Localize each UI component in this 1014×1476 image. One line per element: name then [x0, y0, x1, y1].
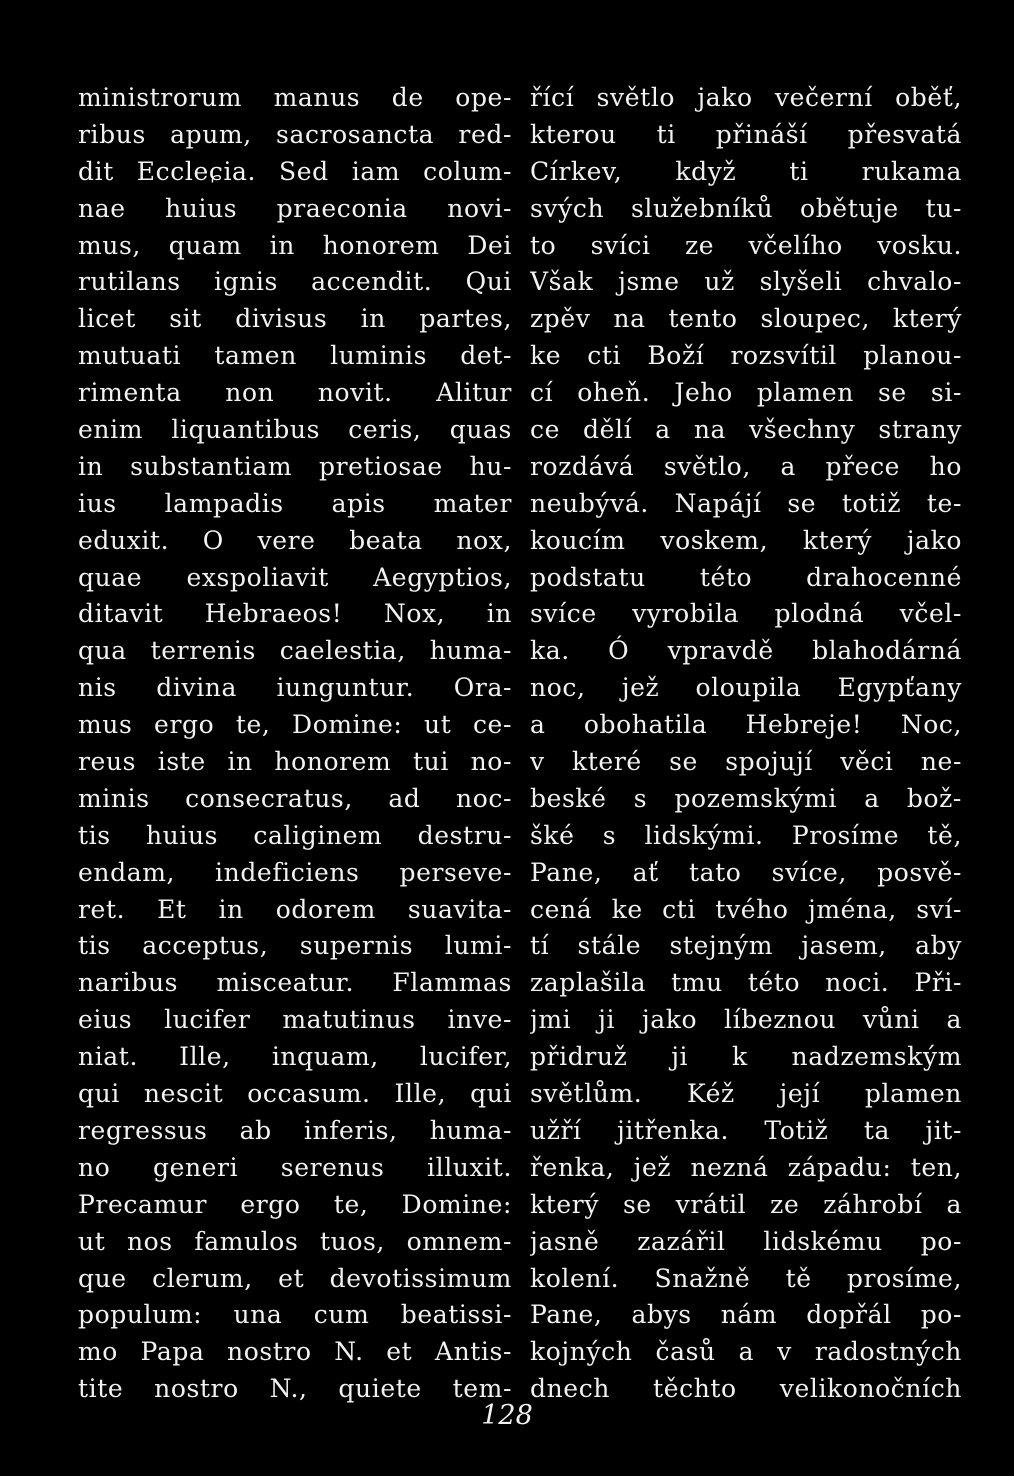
latin-text-line: licet sit divisus in partes, — [78, 304, 512, 334]
czech-text-line: Pane, ať tato svíce, posvě- — [530, 857, 962, 887]
latin-text-line: mo Papa nostro N. et Antis- — [78, 1337, 512, 1367]
latin-column — [78, 80, 512, 1408]
latin-text-line: tite nostro N., quiete tem- — [78, 1374, 512, 1404]
latin-text-line: mus, quam in honorem Dei — [78, 230, 512, 260]
latin-text-line: reus iste in honorem tui no- — [78, 747, 512, 777]
czech-text-line: šké s lidskými. Prosíme tě, — [530, 820, 962, 850]
latin-text-line: tis huius caliginem destru- — [78, 820, 512, 850]
latin-text-line: qua terrenis caelestia, huma- — [78, 636, 512, 666]
latin-text-line: mus ergo te, Domine: ut ce- — [78, 710, 512, 740]
czech-text-line: neubývá. Napájí se totiž te- — [530, 488, 962, 518]
czech-text-line: jasně zazářil lidskému po- — [530, 1226, 962, 1256]
latin-text-line: que clerum, et devotissimum — [78, 1263, 512, 1293]
latin-text-line: in substantiam pretiosae hu- — [78, 451, 512, 481]
latin-text-line: nae huius praeconia novi- — [78, 193, 512, 223]
latin-text-line: nis divina iunguntur. Ora- — [78, 673, 512, 703]
czech-text-line: koucím voskem, který jako — [530, 525, 962, 555]
latin-text-line: dit Eccleɕia. Sed iam colum- — [78, 156, 512, 186]
latin-text-line: naribus misceatur. Flammas — [78, 968, 512, 998]
czech-text-line: Církev, když ti rukama — [530, 156, 962, 186]
czech-text-line: jmi ji jako líbeznou vůni a — [530, 1005, 962, 1035]
latin-text-line: niat. Ille, inquam, lucifer, — [78, 1042, 512, 1072]
czech-text-line: zaplašila tmu této noci. Při- — [530, 968, 962, 998]
czech-text-line: který se vrátil ze záhrobí a — [530, 1189, 962, 1219]
czech-text-line: noc, jež oloupila Egypťany — [530, 673, 962, 703]
latin-text-line: quae exspoliavit Aegyptios, — [78, 562, 512, 592]
czech-text-line: ce dělí a na všechny strany — [530, 415, 962, 445]
latin-text-line: endam, indeficiens perseve- — [78, 857, 512, 887]
latin-text-line: rutilans ignis accendit. Qui — [78, 267, 512, 297]
czech-text-line: svíce vyrobila plodná včel- — [530, 599, 962, 629]
latin-text-line: mutuati tamen luminis det- — [78, 341, 512, 371]
czech-text-line: svých služebníků obětuje tu- — [530, 193, 962, 223]
latin-text-line: rimenta non novit. Alitur — [78, 378, 512, 408]
latin-text-line: ribus apum, sacrosancta red- — [78, 119, 512, 149]
latin-text-line: ditavit Hebraeos! Nox, in — [78, 599, 512, 629]
czech-text-line: zpěv na tento sloupec, který — [530, 304, 962, 334]
latin-text-line: no generi serenus illuxit. — [78, 1152, 512, 1182]
czech-text-line: podstatu této drahocenné — [530, 562, 962, 592]
czech-text-line: cí oheň. Jeho plamen se si- — [530, 378, 962, 408]
czech-text-line: přidruž ji k nadzemským — [530, 1042, 962, 1072]
latin-text-line: eius lucifer matutinus inve- — [78, 1005, 512, 1035]
czech-text-line: to svíci ze včelího vosku. — [530, 230, 962, 260]
latin-text-line: enim liquantibus ceris, quas — [78, 415, 512, 445]
czech-text-line: řící světlo jako večerní oběť, — [530, 83, 962, 112]
czech-text-line: řenka, jež nezná západu: ten, — [530, 1152, 962, 1182]
czech-text-line: a obohatila Hebreje! Noc, — [530, 710, 962, 740]
czech-text-line: užří jitřenka. Totiž ta jit- — [530, 1115, 962, 1145]
czech-text-line: kojných časů a v radostných — [530, 1337, 962, 1367]
czech-text-line: cená ke cti tvého jména, sví- — [530, 894, 962, 924]
czech-text-line: kterou ti přináší přesvatá — [530, 119, 962, 149]
latin-text-line: tis acceptus, supernis lumi- — [78, 931, 512, 961]
latin-text-line: ret. Et in odorem suavita- — [78, 894, 512, 924]
latin-text-line: ministrorum manus de ope- — [78, 83, 512, 112]
latin-text-line: populum: una cum beatissi- — [78, 1300, 512, 1330]
latin-text-line: eduxit. O vere beata nox, — [78, 525, 512, 555]
czech-text-line: beské s pozemskými a bož- — [530, 783, 962, 813]
czech-text-line: dnech těchto velikonočních — [530, 1374, 962, 1404]
czech-text-line: kolení. Snažně tě prosíme, — [530, 1263, 962, 1293]
latin-text-line: minis consecratus, ad noc- — [78, 783, 512, 813]
latin-text-line: qui nescit occasum. Ille, qui — [78, 1079, 512, 1109]
czech-text-line: v které se spojují věci ne- — [530, 747, 962, 777]
latin-text-line: regressus ab inferis, huma- — [78, 1115, 512, 1145]
latin-text-line: ut nos famulos tuos, omnem- — [78, 1226, 512, 1256]
czech-text-line: rozdává světlo, a přece ho — [530, 451, 962, 481]
czech-text-line: ke cti Boží rozsvítil planou- — [530, 341, 962, 371]
latin-text-line: Precamur ergo te, Domine: — [78, 1189, 512, 1219]
czech-text-line: Pane, abys nám dopřál po- — [530, 1300, 962, 1330]
page-number: 128 — [481, 1400, 533, 1431]
czech-column — [530, 80, 962, 1408]
czech-text-line: Však jsme už slyšeli chvalo- — [530, 267, 962, 297]
czech-text-line: ka. Ó vpravdě blahodárná — [530, 636, 962, 666]
czech-text-line: světlům. Kéž její plamen — [530, 1079, 962, 1109]
latin-text-line: ius lampadis apis mater — [78, 488, 512, 518]
czech-text-line: tí stále stejným jasem, aby — [530, 931, 962, 961]
